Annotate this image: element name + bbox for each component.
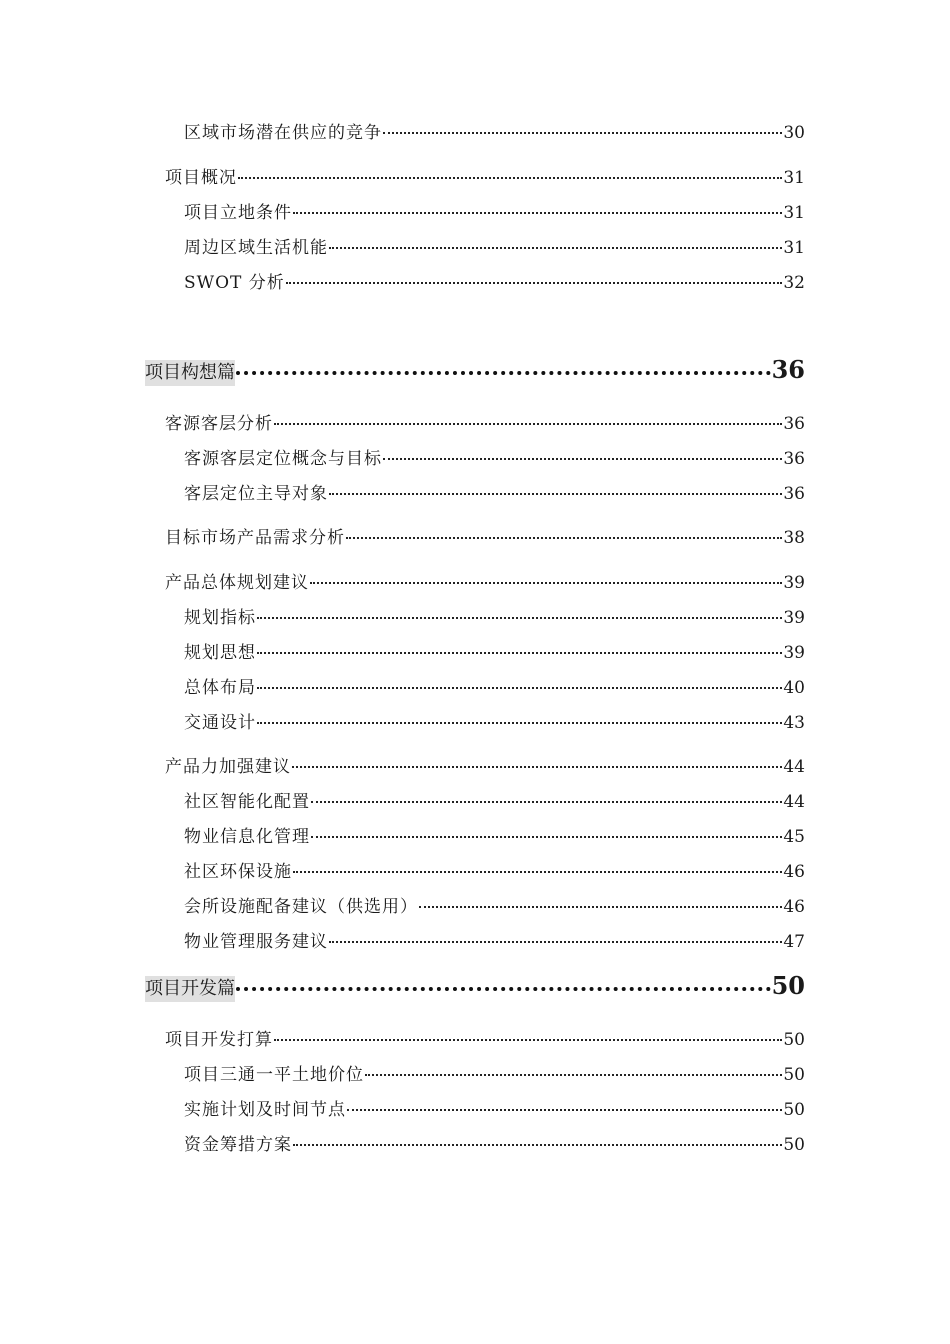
toc-page-number: 30 [783, 123, 805, 143]
toc-entry-site-conditions[interactable] [184, 196, 805, 223]
toc-dot-leader [257, 706, 782, 728]
toc-entry-eco-facilities[interactable] [184, 855, 805, 882]
toc-page-number: 32 [783, 273, 805, 293]
toc-dot-leader [286, 266, 783, 288]
toc-entry-title: 客层定位主导对象 [184, 484, 328, 504]
toc-dot-leader [383, 116, 782, 138]
toc-dot-leader [311, 820, 782, 842]
toc-page-number: 31 [783, 203, 805, 223]
toc-page-number: 36 [783, 414, 805, 434]
toc-entry-title: 产品总体规划建议 [165, 573, 309, 593]
toc-dot-leader [329, 477, 782, 499]
toc-entry-customer-analysis[interactable] [165, 407, 805, 434]
toc-dot-leader [236, 972, 771, 994]
toc-dot-leader [383, 442, 782, 464]
toc-page-number: 50 [783, 1030, 805, 1050]
toc-entry-surrounding-functions[interactable] [184, 231, 805, 258]
toc-dot-leader [310, 566, 782, 588]
toc-section-title: 项目构想篇 [145, 360, 235, 386]
toc-entry-property-service[interactable] [184, 925, 805, 952]
toc-dot-leader [236, 356, 771, 378]
toc-page-number: 50 [783, 1065, 805, 1085]
toc-dot-leader [365, 1058, 782, 1080]
toc-section-title: 项目开发篇 [145, 976, 235, 1002]
toc-entry-title: 客源客层分析 [165, 414, 273, 434]
toc-dot-leader [419, 890, 782, 912]
toc-dot-leader [311, 785, 782, 807]
toc-section-development[interactable] [145, 972, 805, 998]
toc-entry-project-overview[interactable] [165, 161, 805, 188]
toc-entry-title: 资金筹措方案 [184, 1135, 292, 1155]
toc-page-number: 39 [783, 643, 805, 663]
toc-entry-title: 社区智能化配置 [184, 792, 310, 812]
toc-page-number: 46 [783, 862, 805, 882]
toc-entry-product-enhancement[interactable] [165, 750, 805, 777]
toc-entry-title: 区域市场潜在供应的竞争 [184, 123, 382, 143]
toc-page-number: 45 [783, 827, 805, 847]
toc-dot-leader [293, 855, 782, 877]
toc-dot-leader [257, 636, 782, 658]
toc-page-number: 36 [783, 484, 805, 504]
toc-dot-leader [274, 407, 782, 429]
toc-entry-planning-indicators[interactable] [184, 601, 805, 628]
toc-entry-title: 社区环保设施 [184, 862, 292, 882]
toc-page-number: 40 [783, 678, 805, 698]
toc-dot-leader [329, 231, 782, 253]
toc-entry-title: 总体布局 [184, 678, 256, 698]
toc-page-number: 50 [783, 1100, 805, 1120]
toc-dot-leader [329, 925, 782, 947]
toc-entry-competition[interactable] [184, 116, 805, 143]
toc-entry-title: 项目开发打算 [165, 1030, 273, 1050]
toc-entry-title: 实施计划及时间节点 [184, 1100, 346, 1120]
toc-dot-leader [293, 1128, 782, 1150]
toc-section-concept[interactable] [145, 356, 805, 382]
toc-entry-title: 物业信息化管理 [184, 827, 310, 847]
toc-dot-leader [274, 1023, 782, 1045]
toc-page-number: 50 [783, 1135, 805, 1155]
toc-dot-leader [347, 1093, 782, 1115]
toc-page-number: 31 [783, 168, 805, 188]
toc-entry-title: 产品力加强建议 [165, 757, 291, 777]
toc-entry-title: 项目概况 [165, 168, 237, 188]
toc-page-number: 39 [783, 573, 805, 593]
toc-dot-leader [257, 671, 782, 693]
toc-page-number: 31 [783, 238, 805, 258]
toc-entry-title: 项目立地条件 [184, 203, 292, 223]
toc-page-number: 38 [783, 528, 805, 548]
toc-entry-swot[interactable] [184, 266, 805, 293]
toc-entry-smart-community[interactable] [184, 785, 805, 812]
toc-entry-development-plan[interactable] [165, 1023, 805, 1050]
toc-entry-financing[interactable] [184, 1128, 805, 1155]
toc-dot-leader [346, 521, 782, 543]
toc-entry-title: 规划思想 [184, 643, 256, 663]
toc-entry-positioning-concept[interactable] [184, 442, 805, 469]
toc-entry-title: 周边区域生活机能 [184, 238, 328, 258]
toc-entry-title: 规划指标 [184, 608, 256, 628]
toc-dot-leader [293, 196, 782, 218]
toc-page-number: 50 [771, 971, 805, 1000]
toc-entry-clubhouse[interactable] [184, 890, 805, 917]
toc-entry-demand-analysis[interactable] [165, 521, 805, 548]
toc-entry-overall-layout[interactable] [184, 671, 805, 698]
toc-entry-title: 客源客层定位概念与目标 [184, 449, 382, 469]
toc-entry-schedule[interactable] [184, 1093, 805, 1120]
toc-page-number: 47 [783, 932, 805, 952]
toc-entry-traffic-design[interactable] [184, 706, 805, 733]
toc-entry-title: 交通设计 [184, 713, 256, 733]
toc-page-number: 43 [783, 713, 805, 733]
toc-dot-leader [238, 161, 782, 183]
toc-page-number: 46 [783, 897, 805, 917]
toc-entry-title: 会所设施配备建议（供选用） [184, 897, 418, 917]
toc-dot-leader [257, 601, 782, 623]
toc-page-number: 44 [783, 792, 805, 812]
toc-entry-title: SWOT 分析 [184, 273, 285, 293]
toc-page-number: 44 [783, 757, 805, 777]
toc-entry-planning-ideas[interactable] [184, 636, 805, 663]
toc-dot-leader [292, 750, 782, 772]
toc-entry-target-audience[interactable] [184, 477, 805, 504]
toc-page-number: 36 [771, 355, 805, 384]
toc-entry-title: 项目三通一平土地价位 [184, 1065, 364, 1085]
toc-page-number: 36 [783, 449, 805, 469]
toc-entry-title: 物业管理服务建议 [184, 932, 328, 952]
toc-page-number: 39 [783, 608, 805, 628]
toc-entry-property-it[interactable] [184, 820, 805, 847]
toc-entry-land-price[interactable] [184, 1058, 805, 1085]
toc-entry-overall-planning[interactable] [165, 566, 805, 593]
toc-entry-title: 目标市场产品需求分析 [165, 528, 345, 548]
